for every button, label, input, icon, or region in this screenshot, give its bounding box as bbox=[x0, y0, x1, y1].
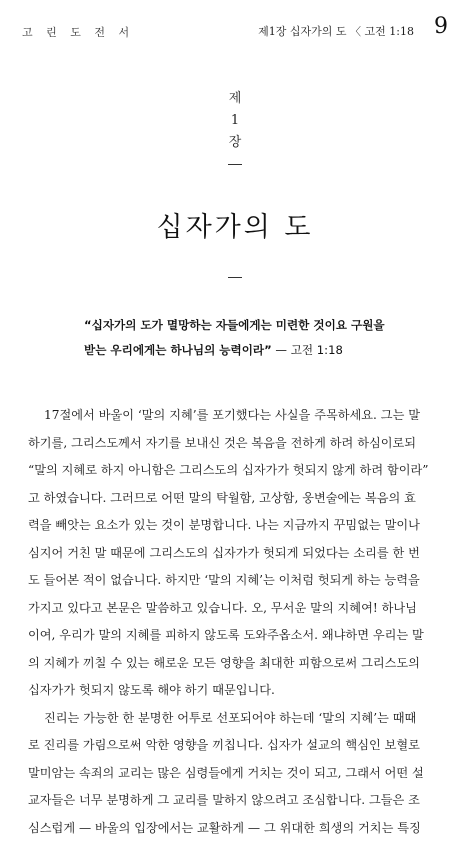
body-text bbox=[28, 402, 458, 842]
body-line: 17절에서 바울이 ‘말의 지혜’를 포기했다는 사실을 주목하세요. 그는 말 bbox=[28, 402, 458, 430]
body-line: 가지고 있다고 본문은 말씀하고 있습니다. 오, 무서운 말의 지혜여! 하나님 bbox=[28, 595, 458, 623]
title-divider bbox=[228, 277, 242, 278]
body-line: “말의 지혜로 하지 아니함은 그리스도의 십자가가 헛되지 않게 하려 함이라” bbox=[28, 457, 458, 485]
chapter-label bbox=[0, 88, 470, 176]
running-header-chapter: 제1장 십자가의 도 〈 고전 1:18 bbox=[258, 23, 414, 39]
body-line: 심지어 거친 말 때문에 그리스도의 십자가가 헛되게 되었다는 소리를 한 번 bbox=[28, 540, 458, 568]
body-line: 도 들어본 적이 없습니다. 하지만 ‘말의 지혜’는 이처럼 헛되게 하는 능력을 bbox=[28, 567, 458, 595]
chapter-label-suffix: 장 bbox=[0, 132, 470, 154]
body-line: 심스럽게 — 바울의 입장에서는 교활하게 — 그 위대한 희생의 거치는 특징 bbox=[28, 815, 458, 842]
epigraph-reference: — 고전 1:18 bbox=[272, 343, 343, 357]
body-line: 의 지혜가 끼칠 수 있는 해로운 모든 영향을 최대한 피함으로써 그리스도의 bbox=[28, 650, 458, 678]
page-number: 9 bbox=[434, 14, 448, 39]
body-line: 교자들은 너무 분명하게 그 교리를 말하지 않으려고 조심합니다. 그들은 조 bbox=[28, 787, 458, 815]
epigraph-line-1: “십자가의 도가 멸망하는 자들에게는 미련한 것이요 구원을 bbox=[84, 313, 404, 338]
chapter-divider bbox=[228, 164, 242, 165]
body-line: 이여, 우리가 말의 지혜를 피하지 않도록 도와주옵소서. 왜냐하면 우리는 말 bbox=[28, 622, 458, 650]
epigraph-line-2 bbox=[84, 338, 404, 363]
body-line: 진리는 가능한 한 분명한 어투로 선포되어야 하는데 ‘말의 지혜’는 때때 bbox=[28, 705, 458, 733]
body-line: 하기를, 그리스도께서 자기를 보내신 것은 복음을 전하게 하려 하심이로되 bbox=[28, 430, 458, 458]
body-line: 력을 빼앗는 요소가 있는 것이 분명합니다. 나는 지금까지 꾸밈없는 말이나 bbox=[28, 512, 458, 540]
chapter-label-prefix: 제 bbox=[0, 88, 470, 110]
body-line: 말미암는 속죄의 교리는 많은 심령들에게 거치는 것이 되고, 그래서 어떤 설 bbox=[28, 760, 458, 788]
body-line: 고 하였습니다. 그러므로 어떤 말의 탁월함, 고상함, 웅변술에는 복음의 효 bbox=[28, 485, 458, 513]
body-line: 십자가가 헛되지 않도록 해야 하기 때문입니다. bbox=[28, 677, 458, 705]
chapter-title: 십자가의 도 bbox=[0, 205, 470, 244]
running-header-book-title: 고 린 도 전 서 bbox=[22, 24, 134, 40]
epigraph bbox=[84, 313, 404, 363]
body-line: 로 진리를 가림으로써 악한 영향을 끼칩니다. 십자가 설교의 핵심인 보혈로 bbox=[28, 732, 458, 760]
chapter-label-number: 1 bbox=[0, 110, 470, 132]
epigraph-quote: 받는 우리에게는 하나님의 능력이라” bbox=[84, 343, 272, 357]
